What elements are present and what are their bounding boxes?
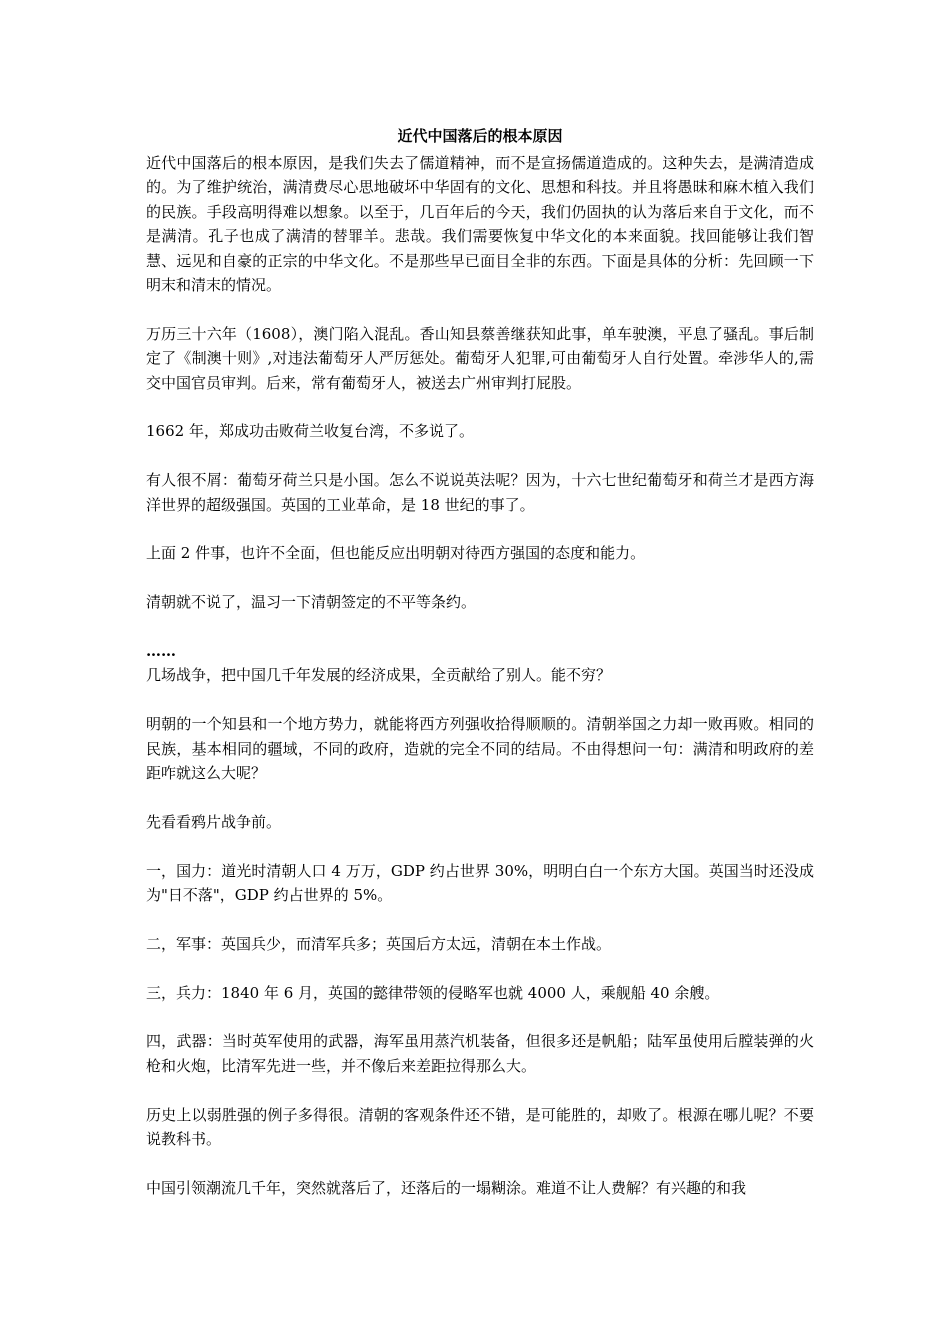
paragraph-ming-vs-qing: 明朝的一个知县和一个地方势力，就能将西方列强收拾得顺顺的。清朝举国之力却一败再败。相同的民族，基本相同的疆域，不同的政府，造就的完全不同的结局。不由得想问一句：满清和明政府的差距咋就这么大呢？ [146,715,814,783]
document-title: 近代中国落后的根本原因 [397,127,563,145]
paragraph-ellipsis: …… [146,642,176,661]
paragraph-gap [146,444,814,468]
paragraph-qing-treaties: 清朝就不说了，温习一下清朝签定的不平等条约。 [146,593,477,612]
paragraph-gap [146,956,814,980]
paragraph-ming-attitude: 上面 2 件事，也许不全面，但也能反应出明朝对待西方强国的态度和能力。 [146,544,646,563]
paragraph-military: 二，军事：英国兵少，而清军兵多；英国后方太远，清朝在本土作战。 [146,934,612,953]
paragraph-national-power: 一，国力：道光时清朝人口 4 万万，GDP 约占世界 30%，明明白白一个东方大国。英国当时还没成为"日不落"，GDP 约占世界的 5%。 [146,861,814,905]
paragraph-gap [146,395,814,419]
paragraph-gap [146,615,814,639]
document-page [146,122,814,1200]
paragraph-gap [146,1151,814,1175]
paragraph-macau-1608: 万历三十六年（1608），澳门陷入混乱。香山知县蔡善继获知此事，单车驶澳，平息了骚乱。事后制定了《制澳十则》,对违法葡萄牙人严厉惩处。葡萄牙人犯罪,可由葡萄牙人自行处置。牵涉华人的,需交中国官员审判。后来，常有葡萄牙人，被送去广州审判打屁股。 [146,324,814,392]
paragraph-gap [146,1005,814,1029]
paragraph-weapons: 四，武器：当时英军使用的武器，海军虽用蒸汽机装备，但很多还是帆船；陆军虽使用后膛装弹的火枪和火炮，比清军先进一些，并不像后来差距拉得那么大。 [146,1032,814,1075]
paragraph-gap [146,517,814,541]
paragraph-gap [146,566,814,590]
paragraph-intro: 近代中国落后的根本原因，是我们失去了儒道精神，而不是宣扬儒道造成的。这种失去，是满清造成的。为了维护统治，满清费尽心思地破坏中华固有的文化、思想和科技。并且将愚昧和麻木植入我们的民族。手段高明得难以想象。以至于，几百年后的今天，我们仍固执的认为落后来自于文化，而不是满清。孔子也成了满清的替罪羊。悲哉。我们需要恢复中华文化的本来面貌。找回能够让我们智慧、远见和自豪的正宗的中华文化。不是那些早已面目全非的东西。下面是具体的分析：先回顾一下明末和清末的情况。 [146,154,814,295]
paragraph-gap [146,1078,814,1102]
paragraph-gap [146,688,814,712]
paragraph-before-opium-war: 先看看鸦片战争前。 [146,812,282,831]
paragraph-gap [146,297,814,321]
paragraph-weak-beats-strong: 历史上以弱胜强的例子多得很。清朝的客观条件还不错，是可能胜的，却败了。根源在哪儿呢？不要说教科书。 [146,1105,814,1149]
paragraph-taiwan-1662: 1662 年，郑成功击败荷兰收复台湾，不多说了。 [146,422,474,441]
paragraph-gap [146,785,814,809]
paragraph-portugal-netherlands: 有人很不屑：葡萄牙荷兰只是小国。怎么不说说英法呢？因为，十六七世纪葡萄牙和荷兰才是西方海洋世界的超级强国。英国的工业革命，是 18 世纪的事了。 [146,471,814,514]
paragraph-gap [146,907,814,931]
paragraph-gap [146,834,814,858]
paragraph-closing: 中国引领潮流几千年，突然就落后了，还落后的一塌糊涂。难道不让人费解？有兴趣的和我 [146,1178,747,1197]
paragraph-troops: 三，兵力：1840 年 6 月，英国的懿律带领的侵略军也就 4000 人，乘舰船 40 余艘。 [146,983,720,1002]
paragraph-wars: 几场战争，把中国几千年发展的经济成果，全贡献给了别人。能不穷？ [146,666,612,685]
